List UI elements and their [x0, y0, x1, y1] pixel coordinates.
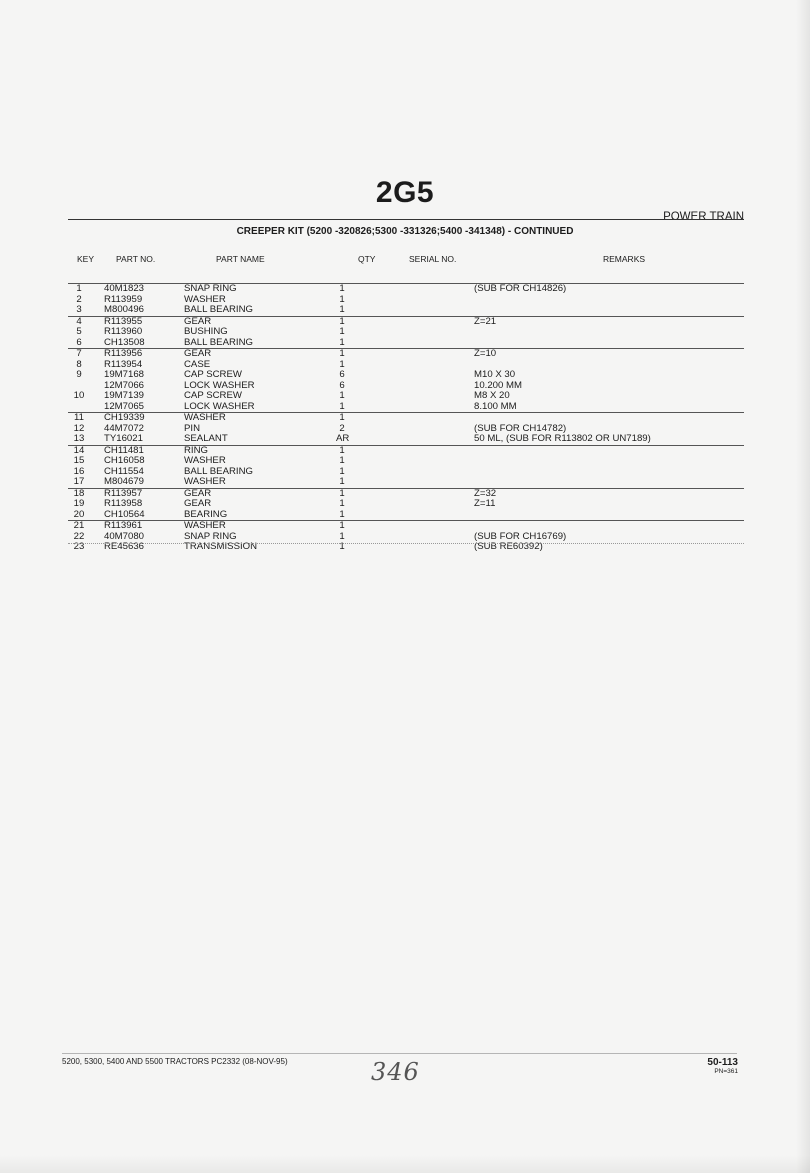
row-qty: AR: [336, 433, 350, 444]
table-row: [68, 499, 744, 510]
row-part-no: 40M1823: [104, 283, 145, 294]
row-qty: 1: [339, 455, 345, 466]
row-key: 8: [76, 358, 82, 370]
row-key: 16: [73, 465, 85, 477]
row-part-name: BALL BEARING: [184, 304, 253, 315]
row-key: 15: [73, 455, 85, 466]
header-qty: QTY: [358, 254, 376, 264]
pn-number: PN=361: [714, 1068, 738, 1075]
row-remarks: M8 X 20: [474, 390, 510, 401]
row-part-no: 40M7080: [104, 530, 145, 542]
row-qty: 1: [339, 315, 345, 327]
row-qty: 1: [339, 487, 345, 499]
row-qty: 1: [339, 476, 345, 487]
row-part-no: CH19339: [104, 412, 145, 423]
row-key: 13: [73, 433, 85, 444]
row-key: 22: [73, 530, 85, 542]
row-qty: 1: [339, 293, 345, 305]
header-part-no: PART NO.: [116, 254, 156, 264]
row-qty: 1: [339, 326, 345, 337]
row-remarks: (SUB FOR CH14826): [474, 283, 567, 294]
row-part-name: WASHER: [184, 455, 226, 466]
row-part-name: WASHER: [184, 520, 226, 531]
row-part-no: M804679: [104, 476, 145, 487]
row-part-no: 44M7072: [104, 422, 145, 434]
table-row: [68, 456, 744, 467]
row-key: 3: [76, 304, 82, 315]
row-qty: 1: [339, 412, 345, 423]
row-key: 18: [73, 487, 85, 499]
row-qty: 1: [339, 283, 345, 294]
header-part-name: PART NAME: [216, 254, 265, 264]
table-row: [68, 283, 744, 295]
table-row: [68, 445, 744, 457]
header-key: KEY: [77, 254, 95, 264]
page-number-block: [707, 1057, 738, 1075]
header-remarks: REMARKS: [603, 254, 646, 264]
row-part-no: TY16021: [104, 433, 143, 444]
row-part-no: R113956: [104, 348, 143, 359]
table-row: [68, 360, 744, 371]
row-remarks: 10.200 MM: [474, 379, 522, 391]
row-part-name: TRANSMISSION: [184, 541, 258, 552]
row-key: 21: [73, 520, 85, 531]
row-qty: 1: [339, 400, 345, 412]
row-part-no: R113958: [104, 498, 143, 509]
row-part-no: R113954: [104, 358, 143, 370]
table-row: [68, 327, 744, 338]
row-remarks: Z=10: [474, 348, 497, 359]
row-qty: 1: [339, 444, 345, 456]
row-part-name: SNAP RING: [184, 283, 237, 294]
row-part-name: RING: [184, 444, 208, 456]
row-part-no: CH11481: [104, 444, 144, 456]
table-row: [68, 402, 744, 413]
row-part-name: GEAR: [184, 498, 212, 509]
table-row: [68, 520, 744, 532]
footer-models: 5200, 5300, 5400 AND 5500 TRACTORS PC2332 (08-NOV-95): [62, 1057, 288, 1066]
table-row: [68, 488, 744, 500]
row-part-name: CAP SCREW: [184, 369, 242, 380]
row-part-name: CASE: [184, 358, 211, 370]
row-remarks: (SUB FOR CH14782): [474, 422, 567, 434]
row-part-no: CH16058: [104, 455, 145, 466]
table-row: [68, 348, 744, 360]
table-row: [68, 434, 744, 445]
row-key: 17: [73, 476, 85, 487]
row-remarks: Z=32: [474, 487, 497, 499]
row-part-name: PIN: [184, 422, 200, 434]
row-qty: 1: [339, 530, 345, 542]
row-remarks: 8.100 MM: [474, 400, 517, 412]
row-remarks: (SUB RE60392): [474, 541, 543, 552]
table-row: [68, 316, 744, 328]
row-qty: 1: [339, 358, 345, 370]
row-part-name: WASHER: [184, 412, 226, 423]
row-part-name: GEAR: [184, 315, 212, 327]
row-key: 14: [73, 444, 85, 456]
row-qty: 1: [339, 541, 345, 552]
page-code: 2G5: [375, 176, 435, 209]
header-serial-no: SERIAL NO.: [409, 254, 457, 264]
row-part-no: CH10564: [104, 508, 145, 520]
row-remarks: 50 ML, (SUB FOR R113802 OR UN7189): [474, 433, 651, 444]
row-part-name: SNAP RING: [184, 530, 237, 542]
page-number: 50-113: [707, 1057, 738, 1068]
row-key: 20: [73, 508, 85, 520]
row-key: 10: [73, 390, 85, 401]
row-part-no: R113957: [104, 487, 143, 499]
row-part-no: 19M7139: [104, 390, 145, 401]
row-remarks: (SUB FOR CH16769): [474, 530, 567, 542]
row-key: 5: [76, 326, 82, 337]
table-row: [68, 467, 744, 478]
row-qty: 2: [339, 422, 345, 434]
row-part-name: CAP SCREW: [184, 390, 242, 401]
table-row: [68, 477, 744, 488]
row-key: 23: [73, 541, 85, 552]
table-row: [68, 381, 744, 392]
table-end-rule: [68, 543, 744, 544]
row-part-name: BEARING: [184, 508, 228, 520]
row-part-no: 19M7168: [104, 369, 145, 380]
row-part-no: R113961: [104, 520, 143, 531]
table-row: [68, 391, 744, 402]
row-qty: 1: [339, 508, 345, 520]
parts-table: [68, 283, 744, 553]
row-part-name: SEALANT: [184, 433, 228, 444]
row-part-name: BUSHING: [184, 326, 228, 337]
row-remarks: Z=11: [474, 498, 496, 509]
row-key: 2: [76, 293, 82, 305]
row-qty: 1: [339, 465, 345, 477]
row-part-name: WASHER: [184, 293, 226, 305]
row-qty: 1: [339, 348, 345, 359]
row-qty: 1: [339, 390, 345, 401]
row-part-name: WASHER: [184, 476, 226, 487]
table-row: [68, 412, 744, 424]
row-key: 1: [76, 283, 82, 294]
row-qty: 6: [339, 379, 345, 391]
row-part-no: CH13508: [104, 336, 145, 348]
table-row: [68, 370, 744, 381]
table-row: [68, 532, 744, 543]
table-row: [68, 510, 744, 521]
row-remarks: M10 X 30: [474, 369, 516, 380]
row-part-no: M800496: [104, 304, 145, 315]
table-subtitle: CREEPER KIT (5200 -320826;5300 -331326;5400 -341348) - CONTINUED: [236, 226, 574, 237]
row-qty: 1: [339, 498, 345, 509]
row-key: 7: [76, 348, 82, 359]
row-key: 11: [74, 412, 84, 423]
row-part-name: BALL BEARING: [184, 336, 253, 348]
row-part-name: GEAR: [184, 348, 212, 359]
row-key: 6: [76, 336, 82, 348]
row-qty: 1: [339, 304, 345, 315]
row-part-no: R113955: [104, 315, 143, 327]
row-qty: 6: [339, 369, 345, 380]
row-part-no: R113959: [104, 293, 143, 305]
table-row: [68, 305, 744, 316]
row-part-name: GEAR: [184, 487, 212, 499]
section-title: POWER TRAIN: [663, 211, 744, 223]
header-rule: [68, 219, 744, 220]
row-part-name: LOCK WASHER: [184, 379, 255, 391]
row-part-no: RE45636: [104, 541, 145, 552]
row-key: 12: [73, 422, 85, 434]
scan-bottom-shadow: [0, 1155, 810, 1173]
row-key: 4: [76, 315, 82, 327]
row-part-no: 12M7066: [104, 379, 145, 391]
row-key: 19: [73, 498, 85, 509]
row-qty: 1: [339, 336, 345, 348]
row-key: 9: [76, 369, 82, 380]
row-part-name: LOCK WASHER: [184, 400, 255, 412]
row-part-no: R113960: [104, 326, 143, 337]
row-remarks: Z=21: [474, 315, 497, 327]
footer-rule: [62, 1053, 737, 1054]
table-row: [68, 295, 744, 306]
row-part-name: BALL BEARING: [184, 465, 253, 477]
row-part-no: CH11554: [104, 465, 144, 477]
row-qty: 1: [339, 520, 345, 531]
table-row: [68, 338, 744, 349]
row-part-no: 12M7065: [104, 400, 145, 412]
handwritten-page-number: 346: [371, 1058, 420, 1086]
